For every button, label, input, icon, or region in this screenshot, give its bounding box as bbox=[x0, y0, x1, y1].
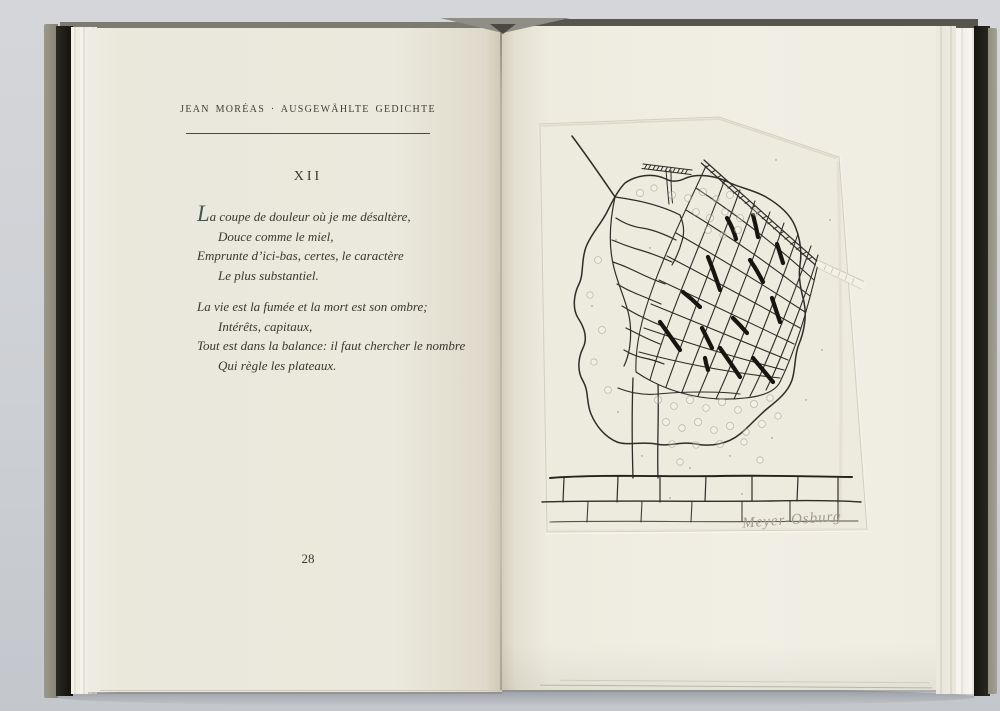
poem-line: Intérêts, capitaux, bbox=[218, 318, 313, 334]
header-rule bbox=[186, 133, 430, 134]
artist-signature: Meyer-Osburg bbox=[741, 508, 842, 532]
underpage-edge bbox=[100, 690, 495, 691]
poem-stanza-1 bbox=[197, 203, 497, 285]
poem-line: Emprunte d’ici-bas, certes, le caractère bbox=[197, 248, 404, 263]
poem-line: Tout est dans la balance: il faut chercher le nombre bbox=[197, 338, 466, 353]
poem-line: Qui règle les plateaux. bbox=[218, 357, 337, 373]
gutter-top-notch bbox=[430, 18, 580, 44]
poem-line: Douce comme le miel, bbox=[218, 228, 334, 244]
poem-line: La coupe de douleur où je me désaltère, bbox=[197, 201, 411, 226]
page-edges-right-outer bbox=[956, 28, 974, 694]
poem-line: Le plus substantiel. bbox=[218, 267, 319, 283]
left-page bbox=[88, 28, 502, 692]
poem bbox=[197, 203, 497, 375]
running-header: JEAN MORÉAS · AUSGEWÄHLTE GEDICHTE bbox=[180, 104, 436, 115]
cover-right-outer bbox=[988, 28, 997, 694]
poem-stanza-2 bbox=[197, 297, 497, 375]
gutter-crease bbox=[500, 30, 502, 690]
plate-mark bbox=[540, 117, 867, 532]
right-page bbox=[502, 26, 936, 690]
etching-artwork bbox=[520, 100, 940, 570]
page-number: 28 bbox=[301, 551, 315, 566]
section-number: XII bbox=[293, 169, 323, 184]
poem-line: La vie est la fumée et la mort est son ombre; bbox=[197, 299, 428, 314]
